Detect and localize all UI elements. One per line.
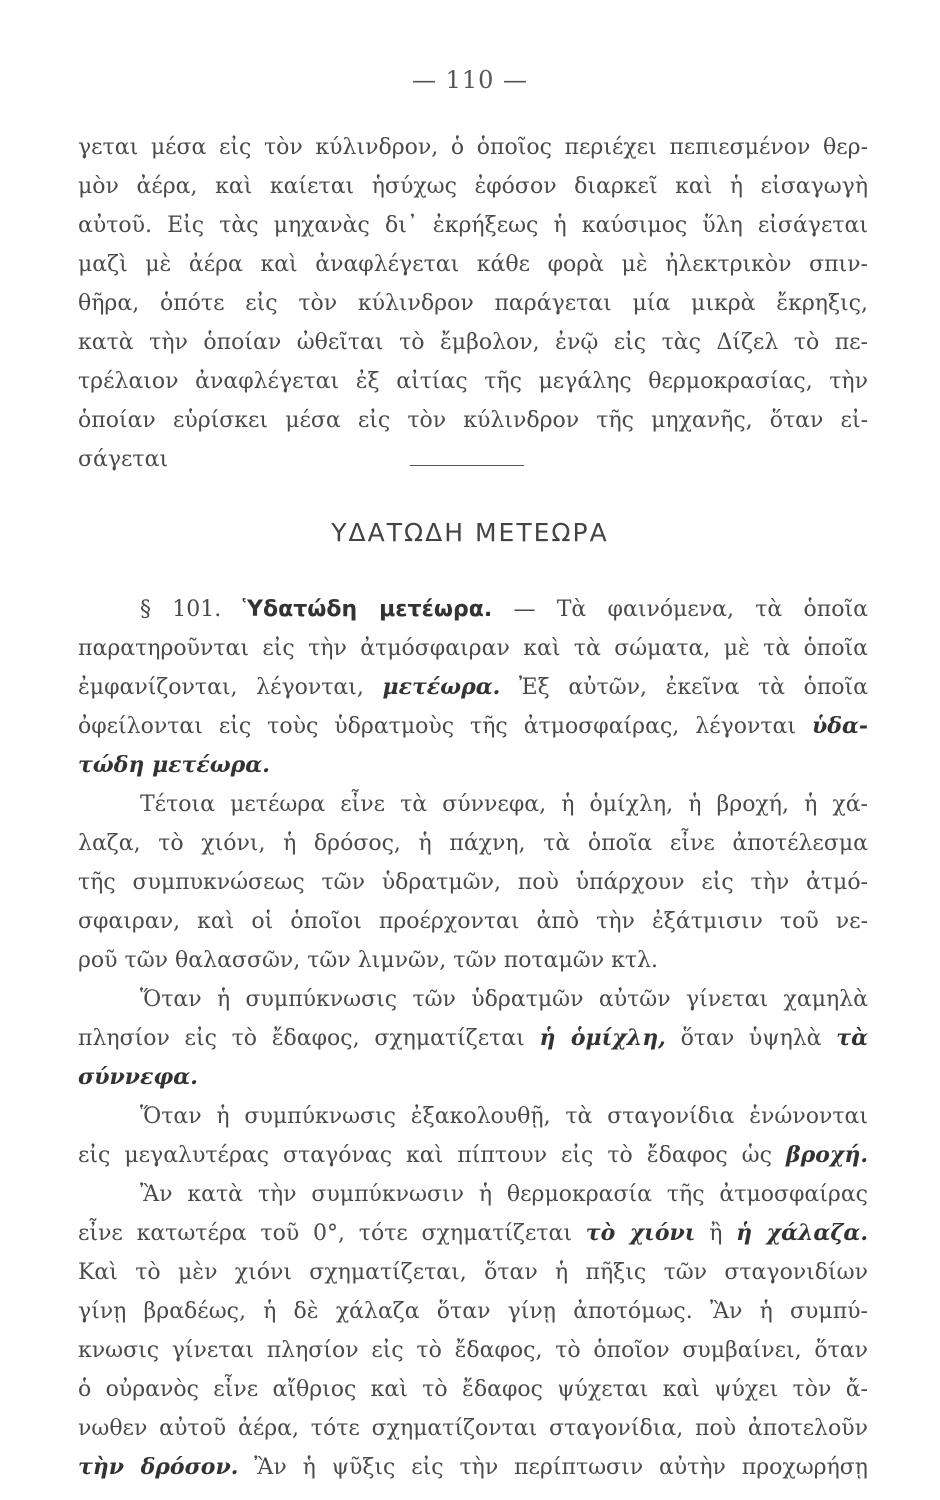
- text-line: Ὅταν ἡ συμπύκνωσις ἐξακολουθῇ, τὰ σταγονίδια ἑνώνονται: [140, 1104, 868, 1129]
- term-bold: τὰ: [836, 1025, 868, 1051]
- text-line: [78, 1019, 868, 1058]
- text-span: ἢ: [709, 1221, 723, 1246]
- text-line: [78, 1058, 868, 1097]
- text-line: [78, 1448, 868, 1487]
- text-span: ὅταν ὑψηλὰ: [680, 1026, 822, 1051]
- text-span: ὀφείλονται εἰς τοὺς ὑδρατμοὺς τῆς ἀτμοσφαίρας, λέγονται: [78, 714, 797, 739]
- section-number: § 101.: [140, 597, 222, 622]
- text-span: Ἐξ αὐτῶν, ἐκεῖνα τὰ ὁποῖα: [518, 675, 869, 700]
- text-line: [78, 1136, 868, 1175]
- text-line: Ὅταν ἡ συμπύκνωσις τῶν ὑδρατμῶν αὐτῶν γίνεται χαμηλὰ: [140, 987, 868, 1012]
- text-line: ὁποίαν εὑρίσκει μέσα εἰς τὸν κύλινδρον τῆς μηχανῆς, ὅταν εἰ-: [78, 408, 868, 433]
- term-bold: ἡ χάλαζα.: [736, 1220, 868, 1246]
- text-span: Ἂν ἡ ψῦξις εἰς τὴν περίπτωσιν αὐτὴν προχωρήσῃ: [254, 1455, 868, 1480]
- text-line: σφαιραν, καὶ οἱ ὁποῖοι προέρχονται ἀπὸ τὴν ἐξάτμισιν τοῦ νε-: [78, 909, 868, 934]
- text-line: μαζὶ μὲ ἀέρα καὶ ἀναφλέγεται κάθε φορὰ μὲ ἠλεκτρικὸν σπιν-: [78, 252, 868, 277]
- text-span: ἐμφανίζονται, λέγονται,: [78, 675, 364, 700]
- text-line: Τέτοια μετέωρα εἶνε τὰ σύννεφα, ἡ ὁμίχλη, ἡ βροχή, ἡ χά-: [140, 792, 868, 817]
- text-line: γεται μέσα εἰς τὸν κύλινδρον, ὁ ὁποῖος περιέχει πεπιεσμένον θερ-: [78, 135, 868, 160]
- text-line: αὐτοῦ. Εἰς τὰς μηχανὰς δι᾿ ἐκρήξεως ἡ καύσιμος ὕλη εἰσάγεται: [78, 213, 868, 238]
- text-line: μὸν ἀέρα, καὶ καίεται ἡσύχως ἐφόσον διαρκεῖ καὶ ἡ εἰσαγωγὴ: [78, 174, 868, 199]
- text-line: [78, 668, 868, 707]
- text-span: — Τὰ φαινόμενα, τὰ ὁποῖα: [513, 597, 868, 622]
- page-number: — 110 —: [411, 66, 529, 94]
- text-span: εἶνε κατωτέρα τοῦ 0°, τότε σχηματίζεται: [78, 1221, 572, 1246]
- text-line: θῆρα, ὁπότε εἰς τὸν κύλινδρον παράγεται μία μικρὰ ἔκρηξις,: [78, 291, 868, 316]
- text-line: κνωσις γίνεται πλησίον εἰς τὸ ἔδαφος, τὸ ὁποῖον συμβαίνει, ὅταν: [78, 1338, 868, 1363]
- section-divider: [410, 465, 524, 466]
- text-line: λαζα, τὸ χιόνι, ἡ δρόσος, ἡ πάχνη, τὰ ὁποῖα εἶνε ἀποτέλεσμα: [78, 831, 868, 856]
- text-line: [78, 707, 868, 746]
- term-bold: βροχή.: [785, 1142, 868, 1168]
- term-bold: τὸ χιόνι: [585, 1220, 696, 1246]
- text-line: γίνῃ βραδέως, ἡ δὲ χάλαζα ὅταν γίνῃ ἀποτόμως. Ἂν ἡ συμπύ-: [78, 1299, 868, 1324]
- text-line: νωθεν αὐτοῦ ἀέρα, τότε σχηματίζονται σταγονίδια, ποὺ ἀποτελοῦν: [78, 1416, 868, 1441]
- text-line: [78, 746, 868, 785]
- term-bold: μετέωρα.: [382, 674, 501, 700]
- text-span: πλησίον εἰς τὸ ἔδαφος, σχηματίζεται: [78, 1026, 525, 1051]
- term-bold: τὴν δρόσον.: [78, 1454, 239, 1480]
- term-bold: τώδη μετέωρα.: [78, 752, 270, 778]
- term-bold: ὑδα-: [812, 713, 868, 739]
- paragraph-heading-line: [78, 590, 868, 629]
- term-bold: ἡ ὁμίχλη,: [539, 1025, 666, 1051]
- text-line: ροῦ τῶν θαλασσῶν, τῶν λιμνῶν, τῶν ποταμῶν κτλ.: [78, 948, 658, 973]
- continuation-paragraph: [78, 128, 868, 479]
- text-line: τρέλαιον ἀναφλέγεται ἐξ αἰτίας τῆς μεγάλης θερμοκρασίας, τὴν: [78, 369, 868, 394]
- text-span: εἰς μεγαλυτέρας σταγόνας καὶ πίπτουν εἰς τὸ ἔδαφος ὡς: [78, 1143, 772, 1168]
- text-line: Καὶ τὸ μὲν χιόνι σχηματίζεται, ὅταν ἡ πῆξις τῶν σταγονιδίων: [78, 1260, 868, 1285]
- text-line: ὁ οὐρανὸς εἶνε αἴθριος καὶ τὸ ἔδαφος ψύχεται καὶ ψύχει τὸν ἄ-: [78, 1377, 868, 1402]
- term-bold: σύννεφα.: [78, 1064, 198, 1090]
- text-line: [78, 1214, 868, 1253]
- text-line: σάγεται: [78, 447, 169, 472]
- section-title: ΥΔΑΤΩΔΗ ΜΕΤΕΩΡΑ: [331, 518, 609, 547]
- text-line: Ἂν κατὰ τὴν συμπύκνωσιν ἡ θερμοκρασία τῆς ἀτμοσφαίρας: [140, 1182, 868, 1207]
- section-body: [78, 590, 868, 1487]
- text-line: παρατηροῦνται εἰς τὴν ἀτμόσφαιραν καὶ τὰ σώματα, μὲ τὰ ὁποῖα: [78, 636, 868, 661]
- text-line: κατὰ τὴν ὁποίαν ὠθεῖται τὸ ἔμβολον, ἐνῷ εἰς τὰς Δίζελ τὸ πε-: [78, 330, 868, 355]
- paragraph-heading: Ὑδατώδη μετέωρα.: [242, 597, 493, 622]
- text-line: τῆς συμπυκνώσεως τῶν ὑδρατμῶν, ποὺ ὑπάρχουν εἰς τὴν ἀτμό-: [78, 870, 868, 895]
